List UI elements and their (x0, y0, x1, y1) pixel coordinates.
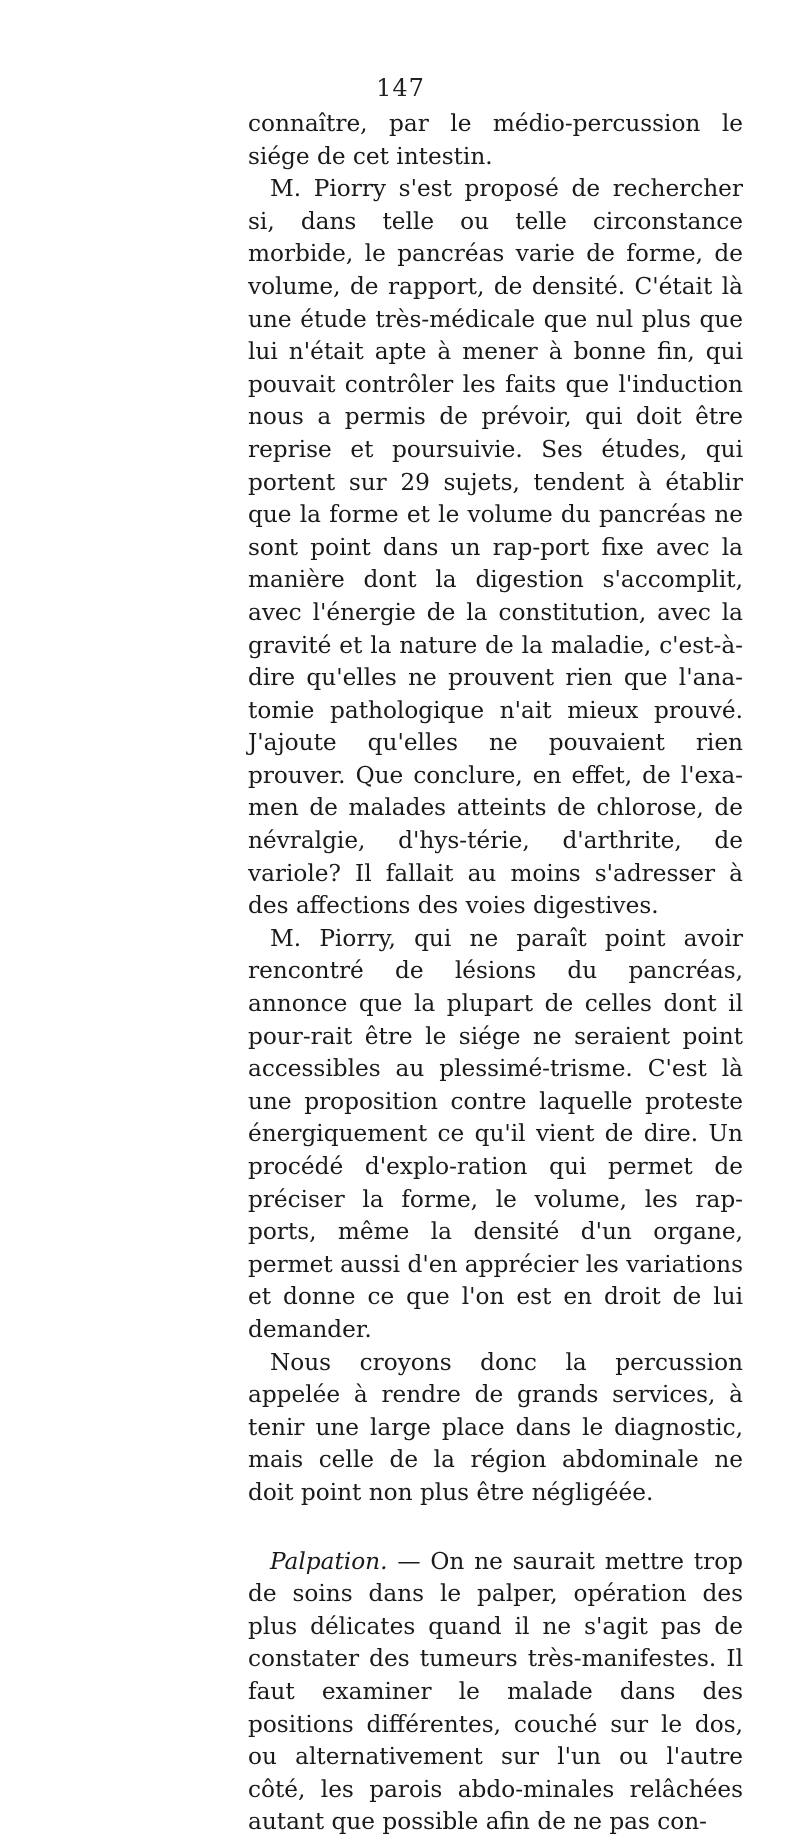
paragraph-2: M. Piorry s'est proposé de rechercher si, dans telle ou telle circonstance morbide, le pancréas varie de forme, de volume, de rapport, de densité. C'était là une étude très-médicale que nul plus que lui n'était apte à mener à bonne fin, qui pouvait contrôler les faits que l'induction nous a permis de prévoir, qui doit être reprise et poursuivie. Ses études, qui portent sur 29 sujets, tendent à établir que la forme et le volume du pancréas ne sont point dans un rap-port fixe avec la manière dont la digestion s'accomplit, avec l'énergie de la constitution, avec la gravité et la nature de la maladie, c'est-à-dire qu'elles ne prouvent rien que l'ana-tomie pathologique n'ait mieux prouvé. J'ajoute qu'elles ne pouvaient rien prouver. Que conclure, en effet, de l'exa-men de malades atteints de chlorose, de névralgie, d'hys-térie, d'arthrite, de variole? Il fallait au moins s'adresser à des affections des voies digestives. (248, 175, 743, 920)
paragraph-palpation (248, 1546, 743, 1839)
paragraph-4: Nous croyons donc la percussion appelée à rendre de grands services, à tenir une large place dans le diagnostic, mais celle de la région abdominale ne doit point non plus être négligéée. (248, 1348, 743, 1506)
section-title-palpation: Palpation. (270, 1547, 388, 1575)
body-text (248, 108, 743, 1839)
paragraph-palpation-text: — On ne saurait mettre trop de soins dans le palper, opération des plus délicates quand il ne s'agit pas de constater des tumeurs très-manifestes. Il faut examiner le malade dans des positions différentes, couché sur le dos, ou alternativement sur l'un ou l'autre côté, les parois abdo-minales relâchées autant que possible afin de ne pas con- (248, 1547, 743, 1836)
page-number: 147 (376, 74, 425, 102)
paragraph-1: connaître, par le médio-percussion le siége de cet intestin. (248, 110, 743, 170)
paragraph-3: M. Piorry, qui ne paraît point avoir rencontré de lésions du pancréas, annonce que la plupart de celles dont il pour-rait être le siége ne seraient point accessibles au plessimé-trisme. C'est là une proposition contre laquelle proteste énergiquement ce qu'il vient de dire. Un procédé d'explo-ration qui permet de préciser la forme, le volume, les rap-ports, même la densité d'un organe, permet aussi d'en apprécier les variations et donne ce que l'on est en droit de lui demander. (248, 924, 743, 1343)
